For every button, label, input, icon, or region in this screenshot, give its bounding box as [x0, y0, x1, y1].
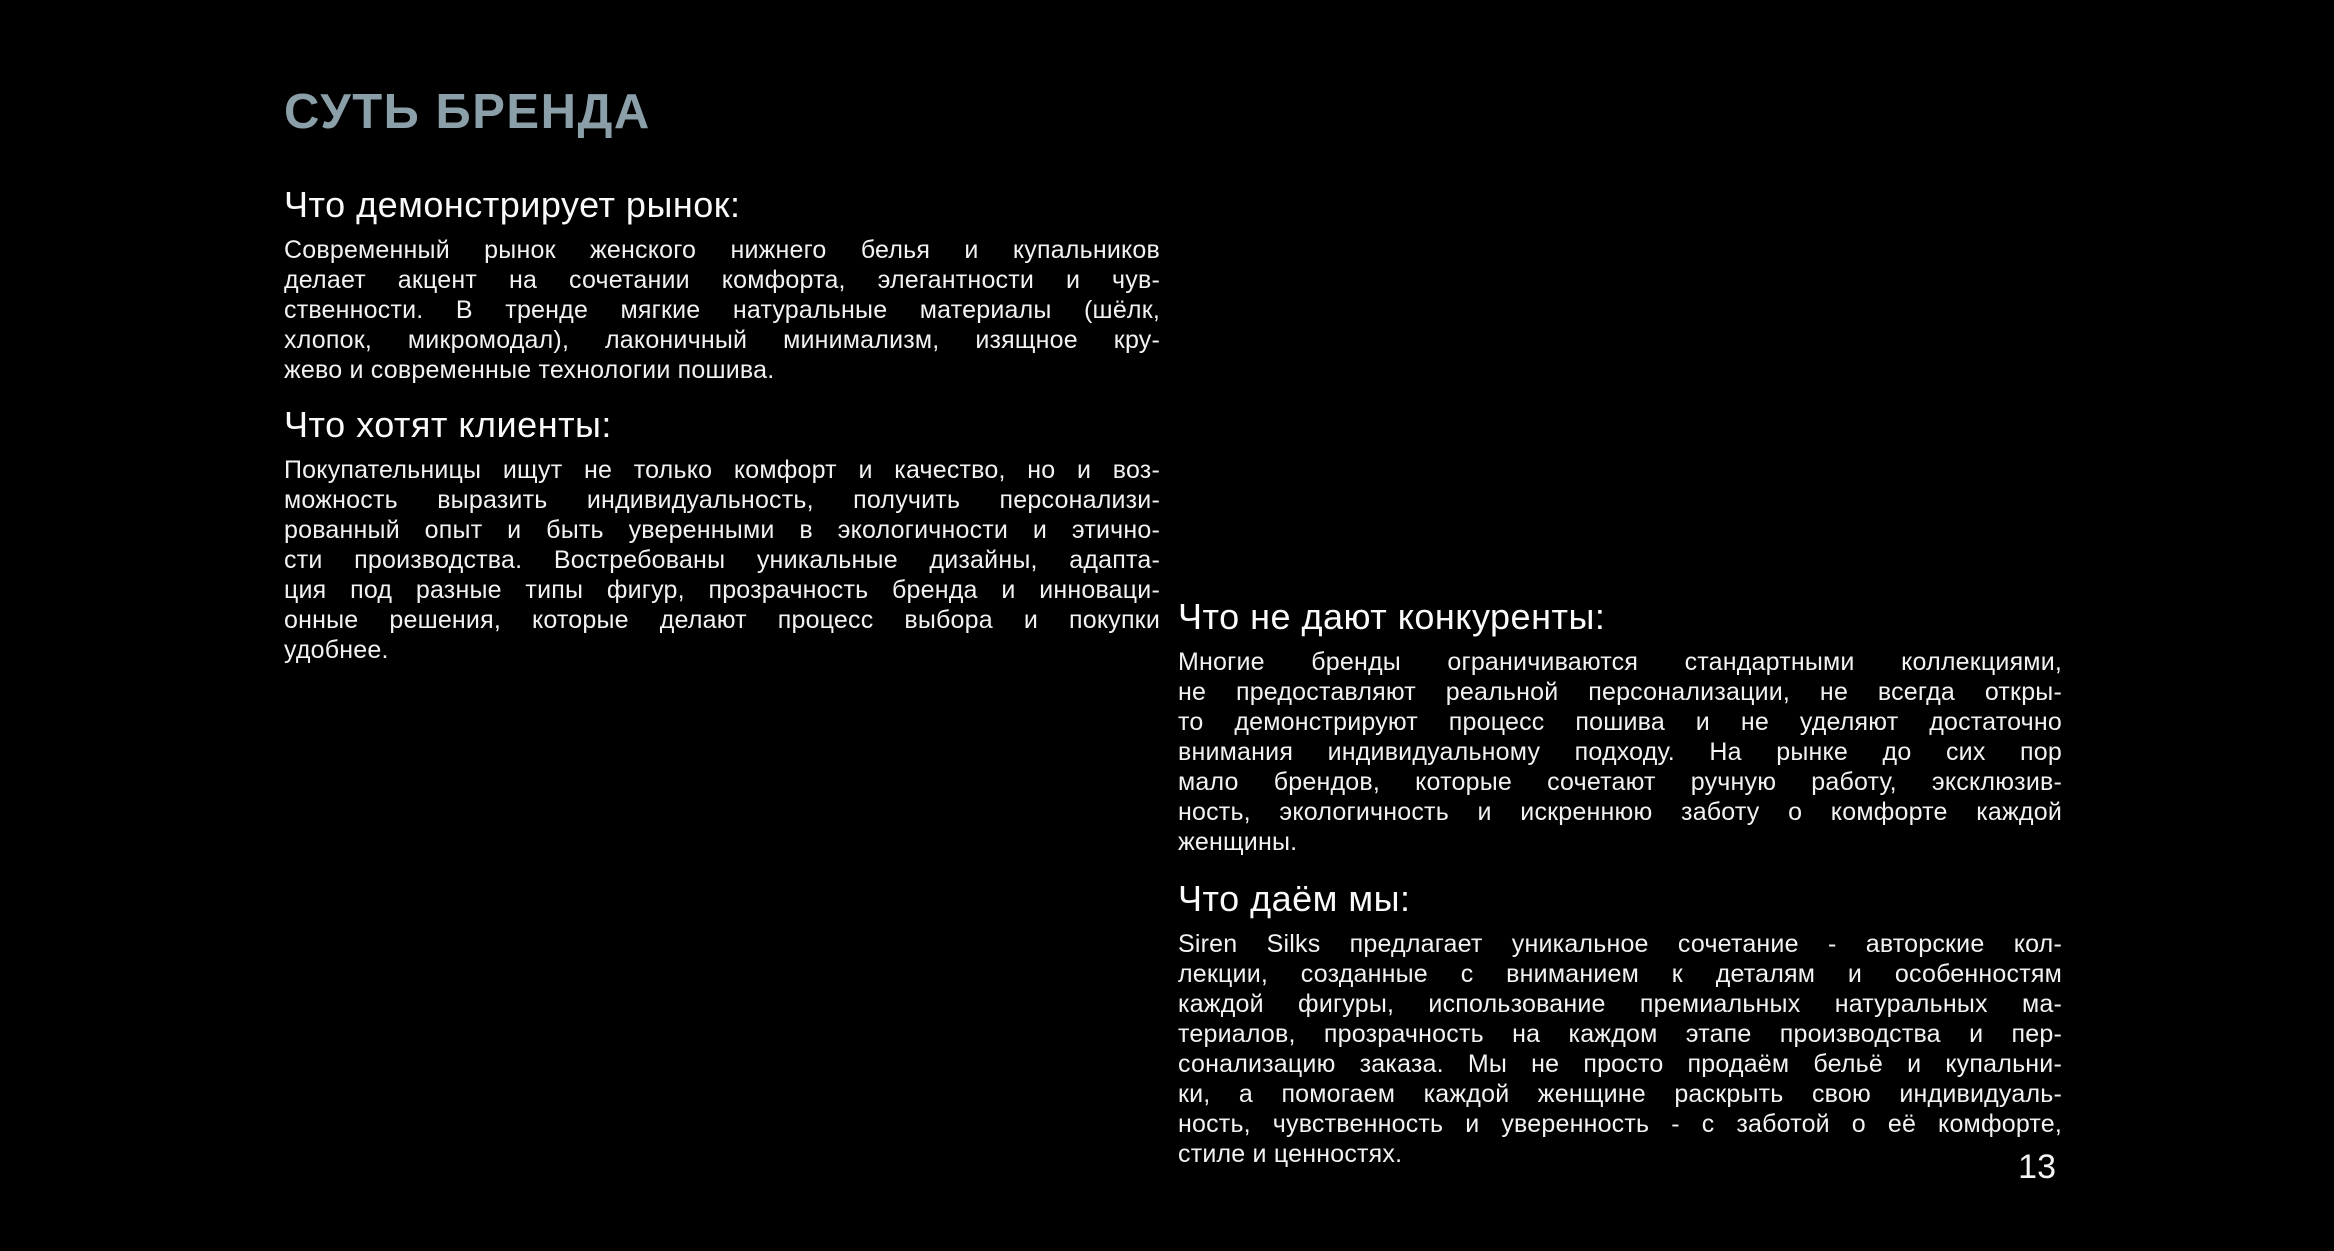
- text-line: сонализацию заказа. Мы не просто продаём бельё и купальни-: [1178, 1050, 2062, 1078]
- section-us-paragraph: [1178, 929, 2062, 1169]
- text-line: Современный рынок женского нижнего белья и купальников: [284, 236, 1160, 264]
- section-clients-heading: Что хотят клиенты:: [284, 404, 612, 445]
- text-line: териалов, прозрачность на каждом этапе производства и пер-: [1178, 1020, 2062, 1048]
- section-market-heading: Что демонстрирует рынок:: [284, 184, 741, 225]
- text-line: не предоставляют реальной персонализации, не всегда откры-: [1178, 678, 2062, 706]
- text-line: мало брендов, которые сочетают ручную работу, эксклюзив-: [1178, 768, 2062, 796]
- text-line: Многие бренды ограничиваются стандартными коллекциями,: [1178, 648, 2062, 676]
- text-line: хлопок, микромодал), лаконичный минимализм, изящное кру-: [284, 326, 1160, 354]
- text-line: Siren Silks предлагает уникальное сочетание - авторские кол-: [1178, 930, 2062, 958]
- text-line: то демонстрируют процесс пошива и не уделяют достаточно: [1178, 708, 2062, 736]
- section-competitors-paragraph: [1178, 647, 2062, 857]
- section-competitors-heading: Что не дают конкуренты:: [1178, 596, 1606, 637]
- text-line: можность выразить индивидуальность, получить персонализи-: [284, 486, 1160, 514]
- text-line: ность, экологичность и искреннюю заботу о комфорте каждой: [1178, 798, 2062, 826]
- text-line: удобнее.: [284, 636, 389, 664]
- section-clients-paragraph: [284, 455, 1160, 665]
- text-line: ки, а помогаем каждой женщине раскрыть свою индивидуаль-: [1178, 1080, 2062, 1108]
- text-line: каждой фигуры, использование премиальных натуральных ма-: [1178, 990, 2062, 1018]
- text-line: рованный опыт и быть уверенными в экологичности и этично-: [284, 516, 1160, 544]
- page-number: 13: [2018, 1148, 2056, 1186]
- text-line: ственности. В тренде мягкие натуральные материалы (шёлк,: [284, 296, 1160, 324]
- text-line: жево и современные технологии пошива.: [284, 356, 775, 384]
- text-line: внимания индивидуальному подходу. На рынке до сих пор: [1178, 738, 2062, 766]
- section-market-paragraph: [284, 235, 1160, 385]
- section-competitors: [1178, 596, 2062, 857]
- text-line: сти производства. Востребованы уникальные дизайны, адапта-: [284, 546, 1160, 574]
- text-line: лекции, созданные с вниманием к деталям и особенностям: [1178, 960, 2062, 988]
- text-line: стиле и ценностях.: [1178, 1140, 1403, 1168]
- section-us-heading: Что даём мы:: [1178, 878, 1411, 919]
- section-clients: [284, 404, 1160, 665]
- text-line: женщины.: [1178, 828, 1298, 856]
- text-line: Покупательницы ищут не только комфорт и качество, но и воз-: [284, 456, 1160, 484]
- text-line: делает акцент на сочетании комфорта, элегантности и чув-: [284, 266, 1160, 294]
- text-line: ность, чувственность и уверенность - с заботой о её комфорте,: [1178, 1110, 2062, 1138]
- text-line: онные решения, которые делают процесс выбора и покупки: [284, 606, 1160, 634]
- section-us: [1178, 878, 2062, 1169]
- text-line: ция под разные типы фигур, прозрачность бренда и инноваци-: [284, 576, 1160, 604]
- section-market: [284, 184, 1160, 385]
- slide-title: СУТЬ БРЕНДА: [284, 85, 651, 139]
